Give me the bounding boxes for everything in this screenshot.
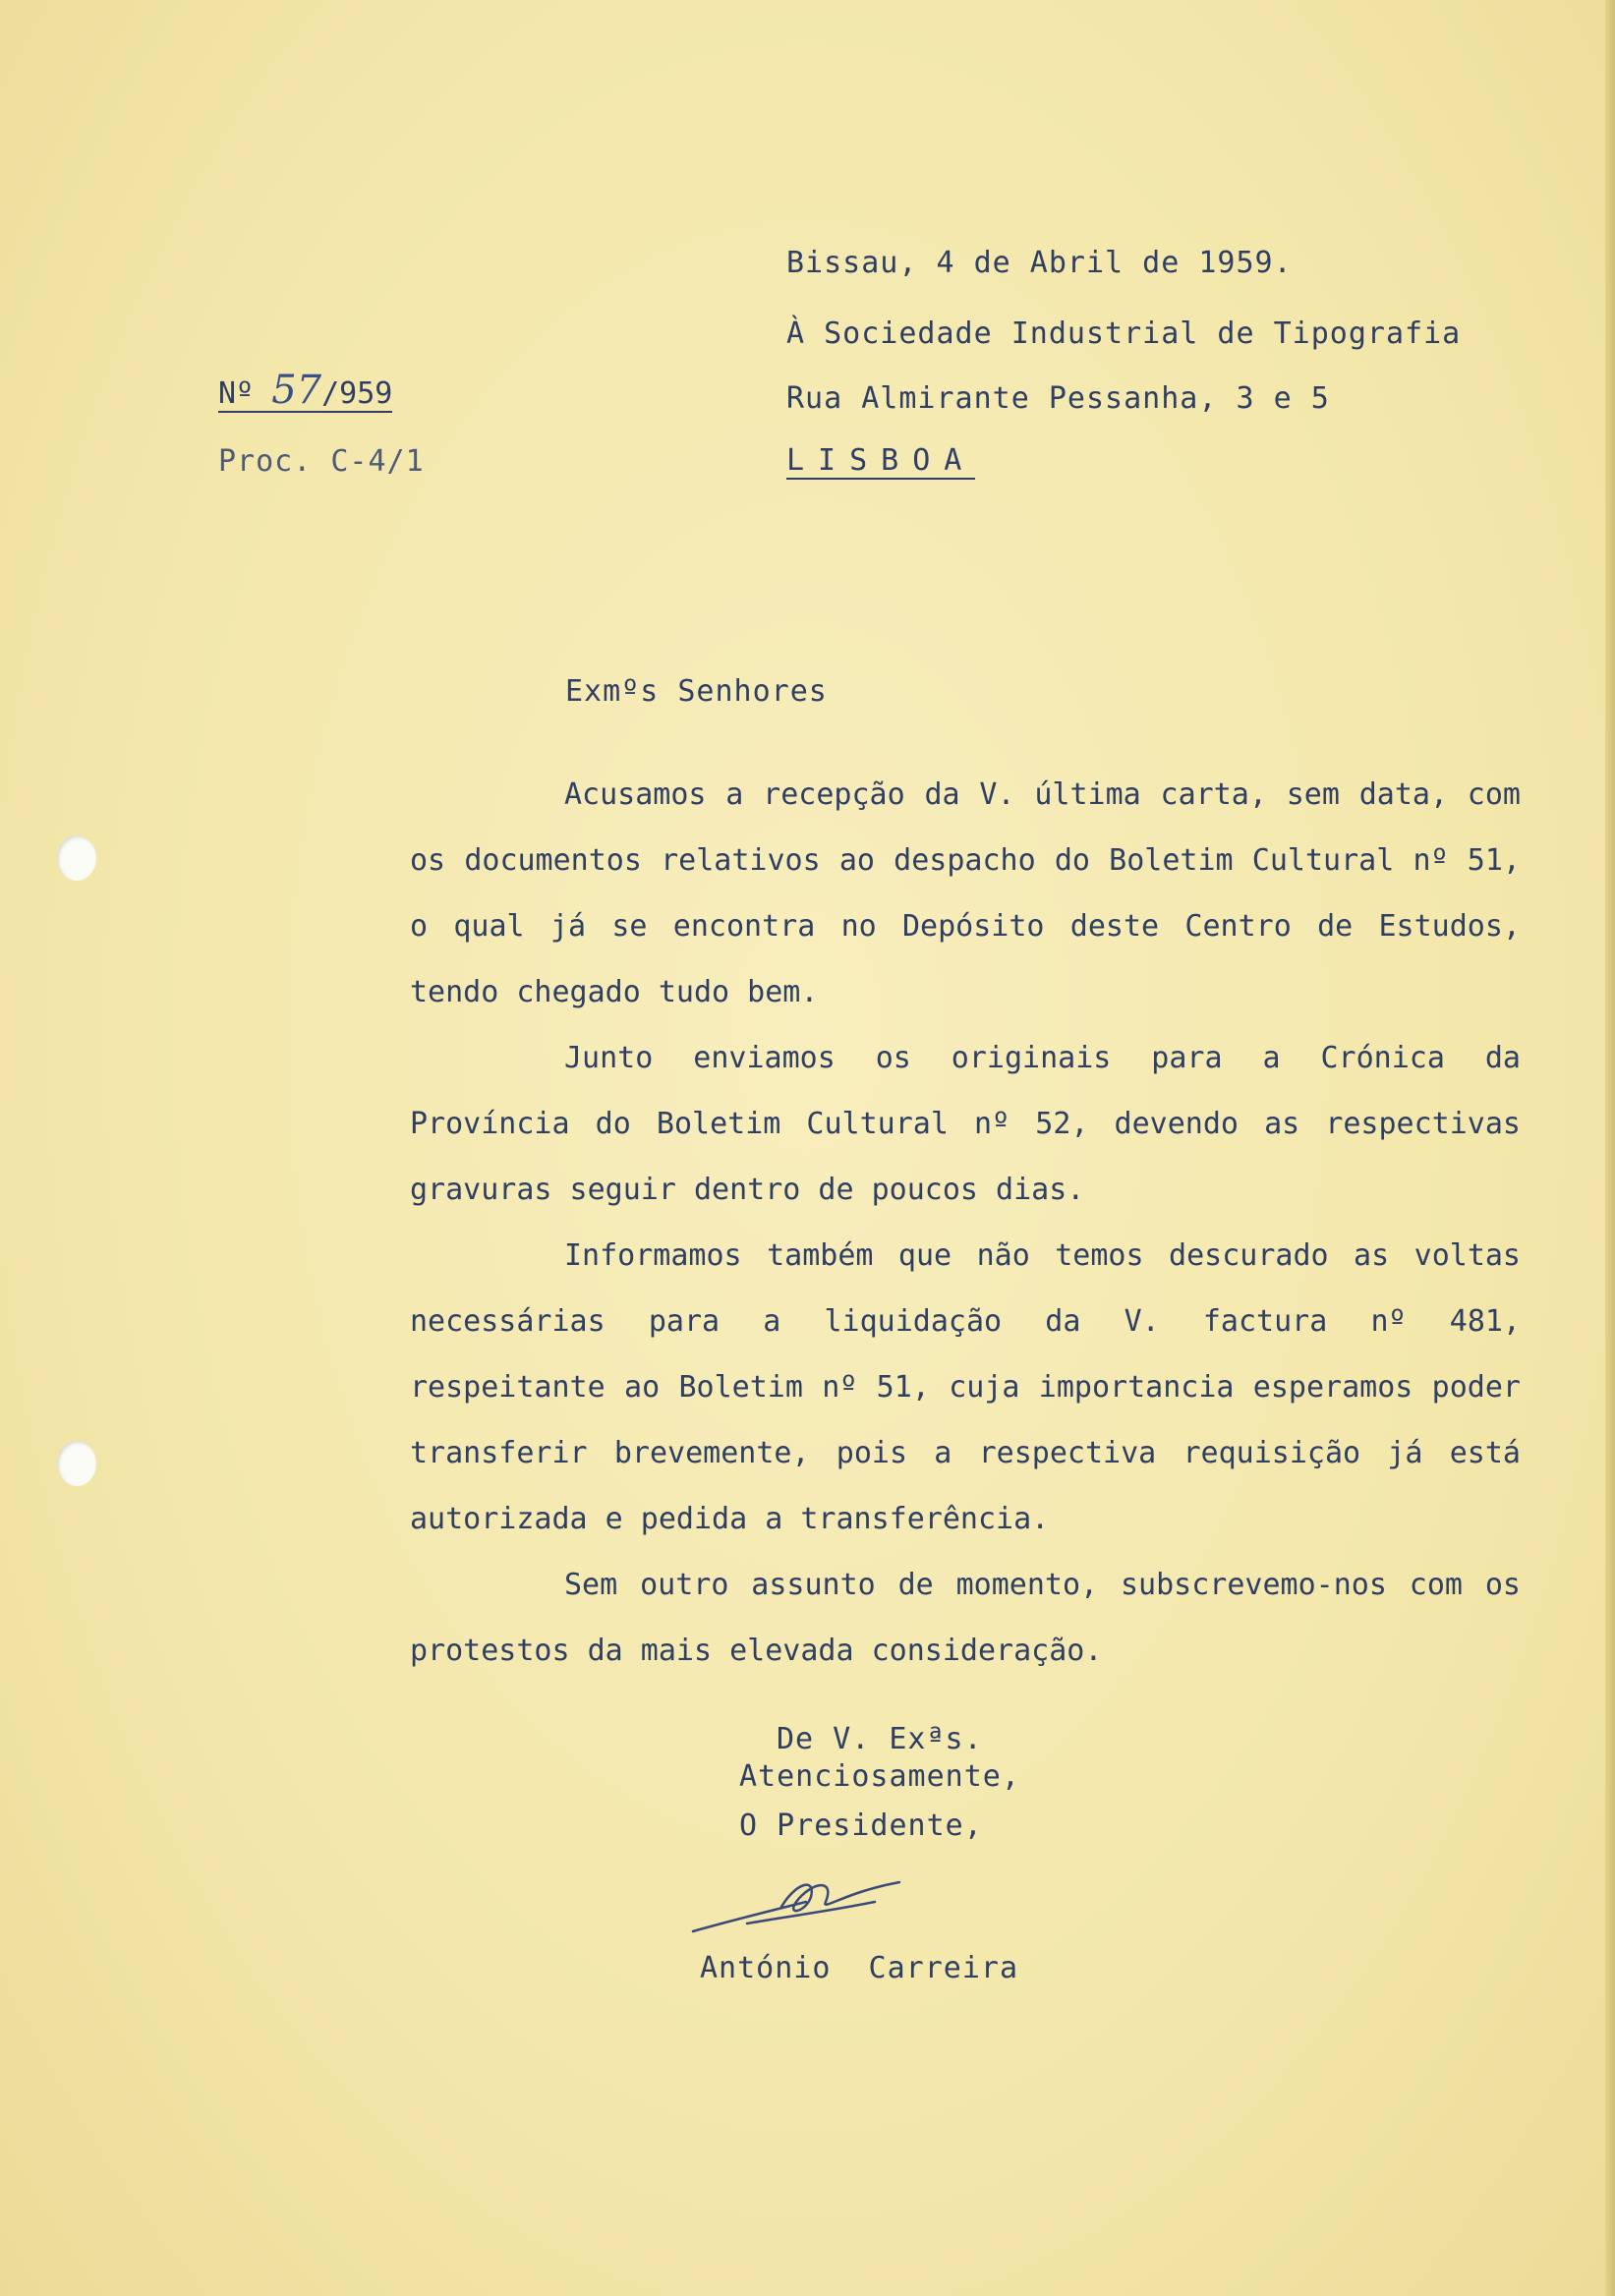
closing-line-2: Atenciosamente, — [739, 1759, 1020, 1794]
handwritten-signature — [688, 1872, 914, 1941]
reference-suffix: /959 — [321, 376, 393, 411]
recipient-street: Rua Almirante Pessanha, 3 e 5 — [786, 381, 1330, 416]
reference-number — [218, 368, 393, 413]
paragraph-4: Sem outro assunto de momento, subscrevemo-nos com os protestos da mais elevada consideração. — [410, 1568, 1521, 1668]
paragraph-3: Informamos também que não temos descurado as voltas necessárias para a liquidação da V. factura nº 481, respeitante ao Boletim nº 51, cuja importancia esperamos poder transferir brevemente, pois a respectiva requisição já está autorizada e pedida a transferência. — [410, 1238, 1521, 1536]
paragraph-2: Junto enviamos os originais para a Crónica da Província do Boletim Cultural nº 52, devendo as respectivas gravuras seguir dentro de poucos dias. — [410, 1041, 1521, 1207]
paragraph-1: Acusamos a recepção da V. última carta, sem data, com os documentos relativos ao despacho do Boletim Cultural nº 51, o qual já se encontra no Depósito deste Centro de Estudos, tendo chegado tudo bem. — [410, 777, 1521, 1009]
process-reference: Proc. C-4/1 — [218, 444, 425, 479]
letter-date: Bissau, 4 de Abril de 1959. — [786, 246, 1293, 280]
reference-handwritten-number: 57 — [271, 368, 322, 413]
salutation: Exmºs Senhores — [565, 674, 828, 709]
closing-line-3: O Presidente, — [739, 1808, 983, 1843]
signatory-name: António Carreira — [700, 1951, 1019, 1985]
paper-edge — [1605, 0, 1615, 2296]
recipient-name: À Sociedade Industrial de Tipografia — [786, 316, 1462, 351]
recipient-city: LISBOA — [786, 443, 976, 478]
punch-hole-top — [57, 835, 96, 881]
letter-body — [410, 762, 1521, 1684]
reference-prefix: Nº — [218, 376, 255, 411]
closing-line-1: De V. Exªs. — [777, 1722, 983, 1756]
punch-hole-bottom — [57, 1441, 96, 1486]
